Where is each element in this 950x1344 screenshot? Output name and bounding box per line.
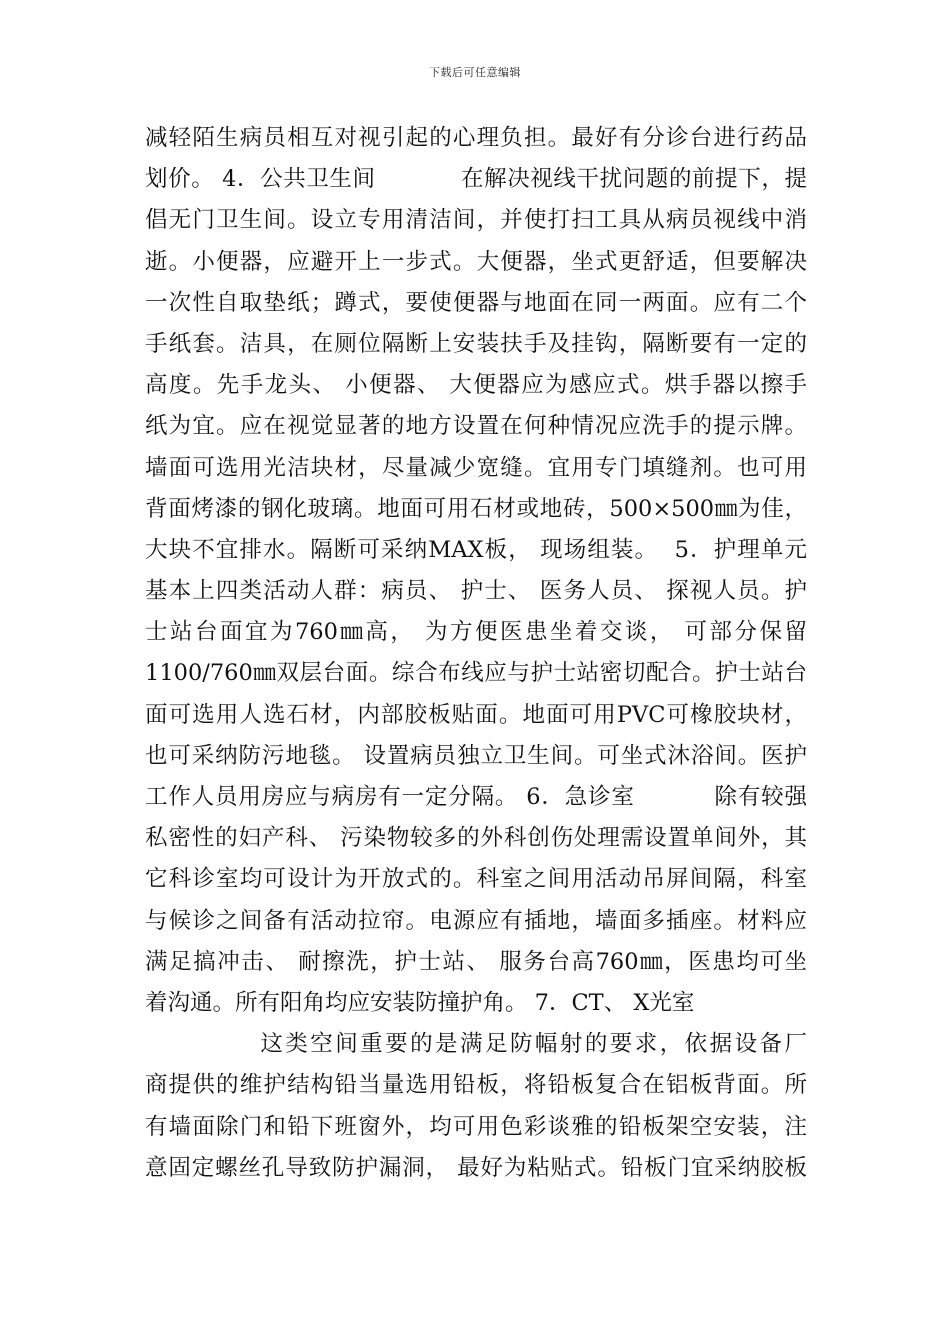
text-line: 高度。先手龙头、 小便器、 大便器应为感应式。烘手器以擦手 xyxy=(145,372,807,399)
text-line: 墙面可选用光洁块材，尽量减少宽缝。宜用专门填缝剂。也可用 xyxy=(145,454,807,481)
text-line: 有墙面除门和铅下班窗外，均可用色彩谈雅的铅板架空安装，注 xyxy=(145,1113,807,1140)
text-line: 大块不宜排水。隔断可采纳MAX板， 现场组装。 5．护理单元 xyxy=(145,536,807,563)
text-line: 它科诊室均可设计为开放式的。科室之间用活动吊屏间隔，科室 xyxy=(145,866,807,893)
text-line: 纸为宜。应在视觉显著的地方设置在何种情况应洗手的提示牌。 xyxy=(145,413,807,440)
text-line: 与候诊之间备有活动拉帘。电源应有插地，墙面多插座。材料应 xyxy=(145,907,807,934)
text-line: 着沟通。所有阳角均应安装防撞护角。 7．CT、 X光室 xyxy=(145,989,695,1016)
text-line: 也可采纳防污地毯。 设置病员独立卫生间。可坐式沐浴间。医护 xyxy=(145,742,807,769)
text-line: 基本上四类活动人群：病员、 护士、 医务人员、 探视人员。护 xyxy=(145,578,807,605)
text-line: 士站台面宜为760㎜高， 为方便医患坐着交谈， 可部分保留 xyxy=(145,619,807,646)
text-line: 划价。 4．公共卫生间 在解决视线干扰问题的前提下，提 xyxy=(145,166,807,193)
page-header: 下载后可任意编辑 xyxy=(429,66,521,79)
text-line: 手纸套。洁具，在厕位隔断上安装扶手及挂钩，隔断要有一定的 xyxy=(145,330,807,357)
text-line: 面可选用人选石材，内部胶板贴面。地面可用PVC可橡胶块材， xyxy=(145,701,807,728)
text-line: 倡无门卫生间。设立专用清洁间，并使打扫工具从病员视线中消 xyxy=(145,207,807,234)
text-line: 满足搞冲击、 耐擦洗，护士站、 服务台高760㎜，医患均可坐 xyxy=(145,948,807,975)
text-line: 商提供的维护结构铅当量选用铅板，将铅板复合在铝板背面。所 xyxy=(145,1072,807,1099)
text-line: 减轻陌生病员相互对视引起的心理负担。最好有分诊台进行药品 xyxy=(145,125,807,151)
text-line: 私密性的妇产科、 污染物较多的外科创伤处理需设置单间外，其 xyxy=(145,825,807,852)
document-body xyxy=(145,118,807,1189)
text-line: 背面烤漆的钢化玻璃。地面可用石材或地砖，500×500㎜为佳， xyxy=(145,495,807,522)
text-line: 工作人员用房应与病房有一定分隔。 6．急诊室 除有较强 xyxy=(145,784,807,810)
text-line: 意固定螺丝孔导致防护漏洞， 最好为粘贴式。铅板门宜采纳胶板 xyxy=(145,1154,807,1181)
text-line: 1100/760㎜双层台面。综合布线应与护士站密切配合。护士站台 xyxy=(145,660,807,687)
text-line: 一次性自取垫纸；蹲式，要使便器与地面在同一两面。应有二个 xyxy=(145,289,807,316)
text-line: 这类空间重要的是满足防幅射的要求，依据设备厂 xyxy=(145,1031,807,1058)
text-line: 逝。小便器，应避开上一步式。大便器，坐式更舒适，但要解决 xyxy=(145,248,807,275)
